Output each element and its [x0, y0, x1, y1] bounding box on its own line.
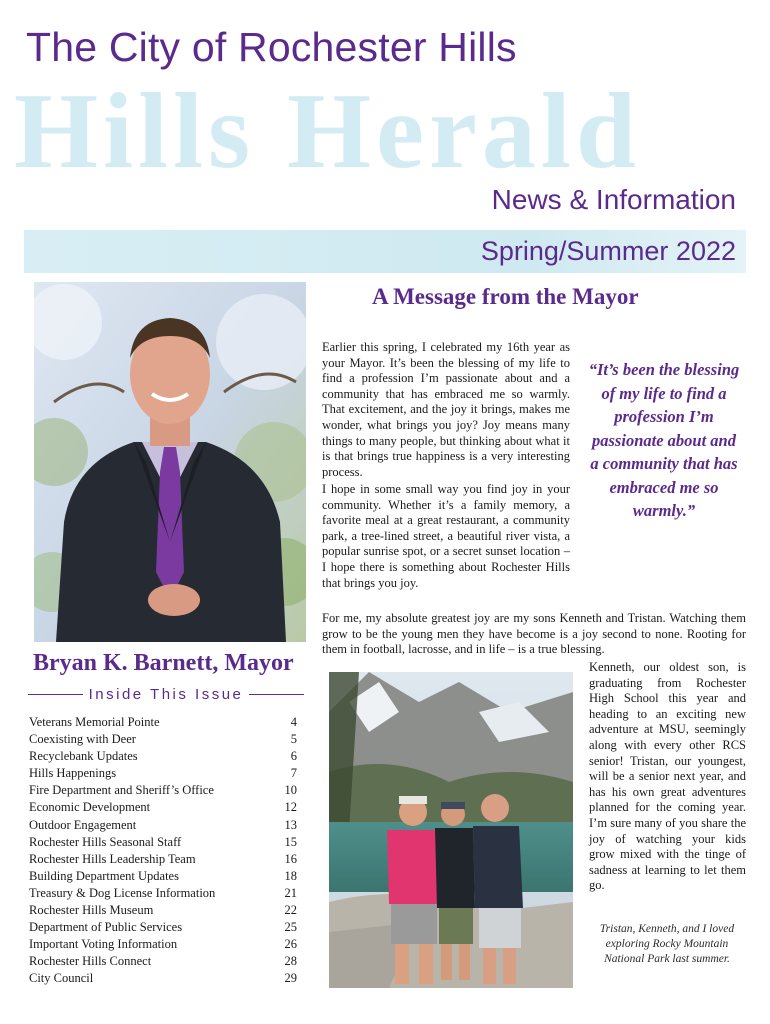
toc-page-number: 15: [284, 834, 297, 849]
pull-quote: “It’s been the blessing of my life to find a profession I’m passionate about and a community that has embraced me so warmly.”: [588, 360, 740, 520]
toc-page-number: 5: [290, 732, 297, 747]
toc-title: Fire Department and Sheriff’s Office: [29, 783, 214, 798]
toc-row: [29, 765, 297, 782]
toc-row: [29, 868, 297, 885]
family-photo: [329, 672, 573, 988]
toc-page-number: 7: [290, 766, 297, 781]
toc-title: Rochester Hills Leadership Team: [29, 851, 196, 866]
mayor-photo: [34, 282, 306, 642]
toc-title: City Council: [29, 971, 94, 986]
toc-title: Treasury & Dog License Information: [29, 885, 216, 900]
toc-page-number: 12: [284, 800, 297, 815]
toc-page-number: 10: [284, 783, 297, 798]
toc-title: Important Voting Information: [29, 937, 178, 952]
toc-page-number: 25: [284, 920, 297, 935]
toc-title: Recyclebank Updates: [29, 749, 138, 764]
table-of-contents: [29, 714, 297, 988]
toc-row: [29, 936, 297, 953]
toc-row: [29, 731, 297, 748]
toc-page-number: 22: [284, 903, 297, 918]
toc-page-number: 4: [290, 715, 297, 729]
newsletter-name: Hills Herald: [14, 72, 641, 191]
toc-page-number: 13: [284, 817, 297, 832]
issue-season: Spring/Summer 2022: [480, 236, 736, 266]
toc-row: [29, 919, 297, 936]
toc-title: Hills Happenings: [29, 766, 117, 781]
toc-row: [29, 817, 297, 834]
toc-title: Economic Development: [29, 800, 151, 815]
toc-page-number: 28: [284, 954, 297, 969]
inside-issue-heading: [28, 686, 304, 703]
toc-page-number: 26: [284, 937, 297, 952]
toc-row: [29, 902, 297, 919]
article-paragraph-3: For me, my absolute greatest joy are my sons Kenneth and Tristan. Watching them grow to be the young men they have become is a joy second to none. Rooting for them in football, lacrosse, and in life – is a true blessing.: [322, 611, 746, 657]
toc-row: [29, 851, 297, 868]
inside-issue-heading-text: Inside This Issue: [88, 686, 244, 703]
newsletter-subtitle: News & Information: [491, 184, 736, 215]
article-paragraph-2: I hope in some small way you find joy in your community. Whether it’s a family memory, a favorite meal at a great restaurant, a community park, a tree-lined street, a beautiful river vista, a popular sunrise spot, or a secret sunset location – I hope there is something about Rochester Hills that brings you joy.: [322, 482, 570, 590]
toc-title: Veterans Memorial Pointe: [29, 715, 160, 729]
heading-rule-left: [28, 694, 83, 695]
toc-title: Rochester Hills Museum: [29, 903, 154, 918]
toc-page-number: 18: [284, 868, 297, 883]
toc-page-number: 29: [284, 971, 297, 986]
toc-page-number: 21: [284, 885, 297, 900]
toc-title: Building Department Updates: [29, 868, 179, 883]
heading-rule-right: [249, 694, 304, 695]
article-paragraph-1: Earlier this spring, I celebrated my 16th year as your Mayor. It’s been the blessing of my life to find a profession I’m passionate about and a community that has embraced me so warmly. That excitement, and the joy it brings, makes me wonder, what brings you joy? Joy means many things to many people, but thinking about what it is that brings true happiness is a very interesting process.: [322, 340, 570, 479]
toc-row: [29, 970, 297, 987]
toc-title: Department of Public Services: [29, 920, 183, 935]
toc-title: Outdoor Engagement: [29, 817, 137, 832]
toc-row: [29, 885, 297, 902]
toc-row: [29, 834, 297, 851]
toc-title: Coexisting with Deer: [29, 732, 136, 747]
article-paragraph-4: Kenneth, our oldest son, is graduating from Rochester High School this year and heading to an exciting new adventure at MSU, seemingly along with every other RCS senior! Tristan, our youngest, will be a senior next year, and has his own great adventures planned for the coming year. I’m sure many of you share the joy of watching your kids grow mixed with the tinge of sadness at learning to let them go.: [589, 660, 746, 893]
toc-page-number: 16: [284, 851, 297, 866]
toc-page-number: 6: [290, 749, 297, 764]
toc-title: Rochester Hills Seasonal Staff: [29, 834, 182, 849]
toc-row: [29, 782, 297, 799]
city-title: The City of Rochester Hills: [26, 24, 517, 70]
toc-row: [29, 748, 297, 765]
toc-title: Rochester Hills Connect: [29, 954, 152, 969]
photo-caption: Tristan, Kenneth, and I loved exploring Rocky Mountain National Park last summer.: [599, 923, 735, 965]
toc-row: [29, 953, 297, 970]
article-title: A Message from the Mayor: [372, 284, 639, 309]
toc-row: [29, 714, 297, 731]
toc-row: [29, 799, 297, 816]
mayor-name: Bryan K. Barnett, Mayor: [33, 650, 294, 676]
